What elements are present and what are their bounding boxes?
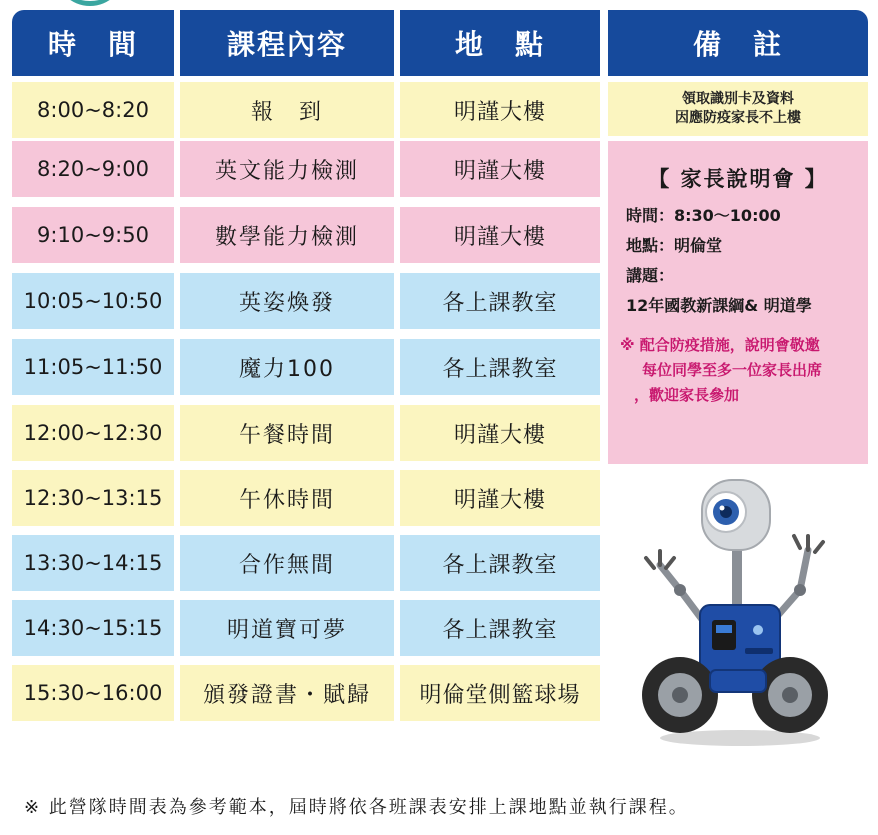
header-course: 課程內容 <box>180 10 394 76</box>
time-cell: 13:30~14:15 <box>12 535 174 591</box>
header-time: 時 間 <box>12 10 174 76</box>
course-cell: 午餐時間 <box>180 405 394 461</box>
note-checkin <box>608 82 868 136</box>
meeting-topic: 12年國教新課綱& 明道學 <box>626 296 812 315</box>
place-cell: 明謹大樓 <box>400 405 600 461</box>
table-row <box>12 141 602 197</box>
place-cell: 各上課教室 <box>400 273 600 329</box>
course-cell: 午休時間 <box>180 470 394 526</box>
time-cell: 8:00~8:20 <box>12 82 174 138</box>
course-cell: 英文能力檢測 <box>180 141 394 197</box>
table-row <box>12 535 602 591</box>
time-cell: 12:30~13:15 <box>12 470 174 526</box>
robot-illustration <box>640 470 830 750</box>
footer-note: ※ 此營隊時間表為參考範本，屆時將依各班課表安排上課地點並執行課程。 <box>24 797 689 818</box>
meeting-warning-line3: ，歡迎家長參加 <box>634 386 740 404</box>
table-row <box>12 665 602 721</box>
time-cell: 15:30~16:00 <box>12 665 174 721</box>
time-cell: 8:20~9:00 <box>12 141 174 197</box>
meeting-topic-label: 講題： <box>626 266 675 285</box>
meeting-warning-line2: 每位同學至多一位家長出席 <box>642 361 823 379</box>
meeting-warning-line1: ※ 配合防疫措施，說明會敬邀 <box>620 336 820 354</box>
meeting-warning <box>620 333 856 408</box>
parent-meeting-note <box>608 141 868 464</box>
place-cell: 明謹大樓 <box>400 82 600 138</box>
course-cell: 報 到 <box>180 82 394 138</box>
table-row <box>12 207 602 263</box>
place-cell: 明謹大樓 <box>400 470 600 526</box>
time-cell: 12:00~12:30 <box>12 405 174 461</box>
header-place: 地 點 <box>400 10 600 76</box>
course-cell: 頒發證書・賦歸 <box>180 665 394 721</box>
course-cell: 魔力100 <box>180 339 394 395</box>
course-cell: 明道寶可夢 <box>180 600 394 656</box>
note-checkin-line2: 因應防疫家長不上樓 <box>675 110 801 126</box>
time-cell: 14:30~15:15 <box>12 600 174 656</box>
time-cell: 11:05~11:50 <box>12 339 174 395</box>
place-cell: 明謹大樓 <box>400 207 600 263</box>
meeting-place: 地點：明倫堂 <box>626 236 723 255</box>
course-cell: 數學能力檢測 <box>180 207 394 263</box>
place-cell: 各上課教室 <box>400 600 600 656</box>
decorative-swoosh <box>55 0 125 6</box>
time-cell: 10:05~10:50 <box>12 273 174 329</box>
table-row <box>12 600 602 656</box>
place-cell: 各上課教室 <box>400 339 600 395</box>
course-cell: 英姿煥發 <box>180 273 394 329</box>
time-cell: 9:10~9:50 <box>12 207 174 263</box>
table-row <box>12 405 602 461</box>
place-cell: 各上課教室 <box>400 535 600 591</box>
place-cell: 明倫堂側籃球場 <box>400 665 600 721</box>
table-row <box>12 470 602 526</box>
table-header <box>12 10 868 76</box>
table-row <box>12 339 602 395</box>
meeting-time: 時間：8:30～10:00 <box>626 206 781 225</box>
meeting-title: 【 家長說明會 】 <box>648 167 828 191</box>
table-row <box>12 273 602 329</box>
place-cell: 明謹大樓 <box>400 141 600 197</box>
table-row <box>12 82 602 138</box>
note-checkin-line1: 領取識別卡及資料 <box>682 91 794 107</box>
course-cell: 合作無間 <box>180 535 394 591</box>
header-note: 備 註 <box>608 10 868 76</box>
